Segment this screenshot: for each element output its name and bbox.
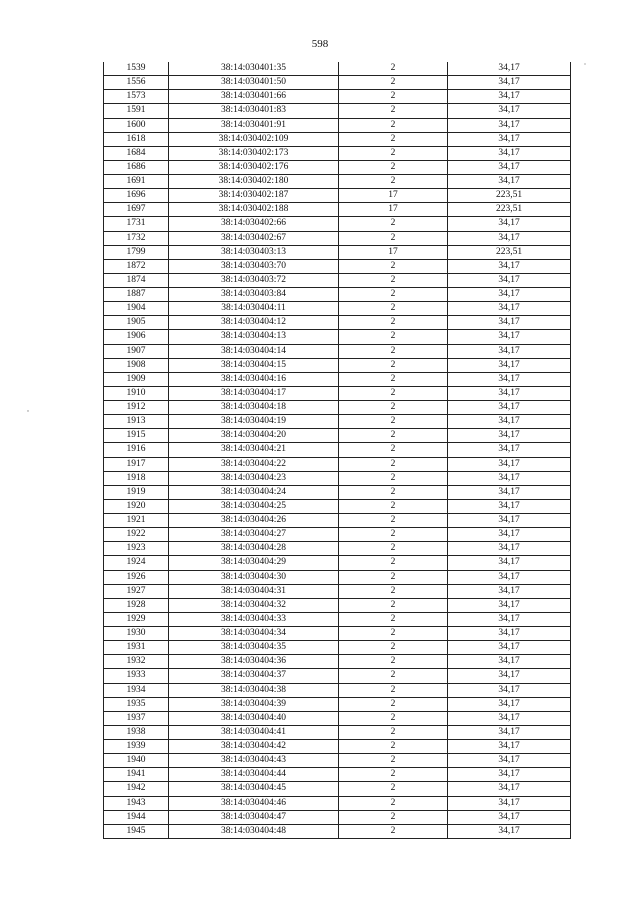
- table-row: [104, 542, 571, 556]
- table-row: [104, 175, 571, 189]
- row-number-cell: 1916: [104, 443, 169, 457]
- row-number-cell: 1941: [104, 768, 169, 782]
- row-number-cell: 1573: [104, 90, 169, 104]
- area-cell: 34,17: [448, 824, 571, 838]
- row-number-cell: 1930: [104, 627, 169, 641]
- area-cell: 34,17: [448, 401, 571, 415]
- area-cell: 34,17: [448, 796, 571, 810]
- share-count-cell: 2: [339, 146, 448, 160]
- row-number-cell: 1872: [104, 259, 169, 273]
- area-cell: 34,17: [448, 132, 571, 146]
- share-count-cell: 2: [339, 584, 448, 598]
- table-row: [104, 386, 571, 400]
- cadastral-number-cell: 38:14:030404:48: [169, 824, 339, 838]
- share-count-cell: 2: [339, 288, 448, 302]
- cadastral-number-cell: 38:14:030404:11: [169, 302, 339, 316]
- share-count-cell: 2: [339, 542, 448, 556]
- share-count-cell: 2: [339, 824, 448, 838]
- table-row: [104, 330, 571, 344]
- cadastral-number-cell: 38:14:030404:23: [169, 471, 339, 485]
- row-number-cell: 1942: [104, 782, 169, 796]
- cadastral-number-cell: 38:14:030403:84: [169, 288, 339, 302]
- row-number-cell: 1933: [104, 669, 169, 683]
- cadastral-number-cell: 38:14:030404:43: [169, 754, 339, 768]
- cadastral-number-cell: 38:14:030404:13: [169, 330, 339, 344]
- row-number-cell: 1686: [104, 160, 169, 174]
- area-cell: 34,17: [448, 542, 571, 556]
- area-cell: 34,17: [448, 641, 571, 655]
- cadastral-number-cell: 38:14:030404:36: [169, 655, 339, 669]
- area-cell: 34,17: [448, 768, 571, 782]
- cadastral-number-cell: 38:14:030404:32: [169, 598, 339, 612]
- cadastral-number-cell: 38:14:030402:173: [169, 146, 339, 160]
- area-cell: 34,17: [448, 330, 571, 344]
- cadastral-number-cell: 38:14:030404:34: [169, 627, 339, 641]
- row-number-cell: 1929: [104, 612, 169, 626]
- table-row: [104, 824, 571, 838]
- cadastral-number-cell: 38:14:030404:45: [169, 782, 339, 796]
- row-number-cell: 1938: [104, 725, 169, 739]
- share-count-cell: 2: [339, 62, 448, 76]
- table-row: [104, 584, 571, 598]
- row-number-cell: 1913: [104, 415, 169, 429]
- share-count-cell: 2: [339, 598, 448, 612]
- cadastral-number-cell: 38:14:030404:21: [169, 443, 339, 457]
- table-row: [104, 528, 571, 542]
- cadastral-number-cell: 38:14:030404:25: [169, 499, 339, 513]
- cadastral-number-cell: 38:14:030404:41: [169, 725, 339, 739]
- row-number-cell: 1934: [104, 683, 169, 697]
- share-count-cell: 2: [339, 740, 448, 754]
- share-count-cell: 2: [339, 372, 448, 386]
- area-cell: 34,17: [448, 485, 571, 499]
- share-count-cell: 2: [339, 669, 448, 683]
- share-count-cell: 2: [339, 683, 448, 697]
- table-row: [104, 118, 571, 132]
- area-cell: 223,51: [448, 245, 571, 259]
- share-count-cell: 2: [339, 612, 448, 626]
- table-row: [104, 627, 571, 641]
- table-row: [104, 90, 571, 104]
- area-cell: 34,17: [448, 655, 571, 669]
- cadastral-number-cell: 38:14:030404:24: [169, 485, 339, 499]
- table-row: [104, 711, 571, 725]
- share-count-cell: 2: [339, 302, 448, 316]
- cadastral-number-cell: 38:14:030402:176: [169, 160, 339, 174]
- share-count-cell: 2: [339, 782, 448, 796]
- table-row: [104, 697, 571, 711]
- share-count-cell: 17: [339, 189, 448, 203]
- cadastral-number-cell: 38:14:030403:70: [169, 259, 339, 273]
- area-cell: 34,17: [448, 556, 571, 570]
- cadastral-number-cell: 38:14:030404:37: [169, 669, 339, 683]
- share-count-cell: 2: [339, 217, 448, 231]
- area-cell: 34,17: [448, 273, 571, 287]
- area-cell: 34,17: [448, 570, 571, 584]
- share-count-cell: 17: [339, 245, 448, 259]
- table-row: [104, 598, 571, 612]
- row-number-cell: 1923: [104, 542, 169, 556]
- row-number-cell: 1732: [104, 231, 169, 245]
- table-row: [104, 302, 571, 316]
- row-number-cell: 1697: [104, 203, 169, 217]
- area-cell: 34,17: [448, 217, 571, 231]
- row-number-cell: 1910: [104, 386, 169, 400]
- cadastral-number-cell: 38:14:030404:38: [169, 683, 339, 697]
- cadastral-number-cell: 38:14:030404:22: [169, 457, 339, 471]
- row-number-cell: 1907: [104, 344, 169, 358]
- table-row: [104, 514, 571, 528]
- table-row: [104, 810, 571, 824]
- land-plot-table: [103, 62, 571, 839]
- area-cell: 34,17: [448, 358, 571, 372]
- row-number-cell: 1943: [104, 796, 169, 810]
- row-number-cell: 1906: [104, 330, 169, 344]
- area-cell: 34,17: [448, 443, 571, 457]
- area-cell: 34,17: [448, 160, 571, 174]
- row-number-cell: 1931: [104, 641, 169, 655]
- area-cell: 34,17: [448, 429, 571, 443]
- table-row: [104, 104, 571, 118]
- area-cell: 34,17: [448, 457, 571, 471]
- area-cell: 34,17: [448, 754, 571, 768]
- table-row: [104, 485, 571, 499]
- cadastral-number-cell: 38:14:030404:14: [169, 344, 339, 358]
- table-row: [104, 358, 571, 372]
- area-cell: 223,51: [448, 203, 571, 217]
- cadastral-number-cell: 38:14:030402:66: [169, 217, 339, 231]
- share-count-cell: 2: [339, 570, 448, 584]
- share-count-cell: 2: [339, 118, 448, 132]
- area-cell: 34,17: [448, 372, 571, 386]
- row-number-cell: 1539: [104, 62, 169, 76]
- share-count-cell: 2: [339, 76, 448, 90]
- row-number-cell: 1904: [104, 302, 169, 316]
- table-body: [104, 62, 571, 838]
- row-number-cell: 1920: [104, 499, 169, 513]
- share-count-cell: 2: [339, 471, 448, 485]
- cadastral-number-cell: 38:14:030404:15: [169, 358, 339, 372]
- share-count-cell: 2: [339, 556, 448, 570]
- cadastral-number-cell: 38:14:030404:33: [169, 612, 339, 626]
- row-number-cell: 1932: [104, 655, 169, 669]
- cadastral-number-cell: 38:14:030404:44: [169, 768, 339, 782]
- share-count-cell: 2: [339, 132, 448, 146]
- row-number-cell: 1924: [104, 556, 169, 570]
- share-count-cell: 2: [339, 90, 448, 104]
- area-cell: 34,17: [448, 612, 571, 626]
- cadastral-number-cell: 38:14:030404:20: [169, 429, 339, 443]
- share-count-cell: 2: [339, 175, 448, 189]
- cadastral-number-cell: 38:14:030404:30: [169, 570, 339, 584]
- area-cell: 34,17: [448, 76, 571, 90]
- table-row: [104, 641, 571, 655]
- table-row: [104, 62, 571, 76]
- row-number-cell: 1918: [104, 471, 169, 485]
- area-cell: 223,51: [448, 189, 571, 203]
- area-cell: 34,17: [448, 598, 571, 612]
- share-count-cell: 2: [339, 655, 448, 669]
- cadastral-number-cell: 38:14:030402:109: [169, 132, 339, 146]
- area-cell: 34,17: [448, 90, 571, 104]
- table-row: [104, 429, 571, 443]
- cadastral-number-cell: 38:14:030404:47: [169, 810, 339, 824]
- row-number-cell: 1912: [104, 401, 169, 415]
- area-cell: 34,17: [448, 316, 571, 330]
- row-number-cell: 1935: [104, 697, 169, 711]
- table-row: [104, 740, 571, 754]
- scan-speck: [27, 410, 28, 411]
- area-cell: 34,17: [448, 302, 571, 316]
- share-count-cell: 2: [339, 104, 448, 118]
- table-row: [104, 683, 571, 697]
- cadastral-number-cell: 38:14:030404:26: [169, 514, 339, 528]
- share-count-cell: 2: [339, 231, 448, 245]
- row-number-cell: 1945: [104, 824, 169, 838]
- cadastral-number-cell: 38:14:030404:17: [169, 386, 339, 400]
- cadastral-number-cell: 38:14:030404:19: [169, 415, 339, 429]
- table-row: [104, 316, 571, 330]
- row-number-cell: 1944: [104, 810, 169, 824]
- table-row: [104, 457, 571, 471]
- area-cell: 34,17: [448, 499, 571, 513]
- share-count-cell: 2: [339, 499, 448, 513]
- table-row: [104, 570, 571, 584]
- table-row: [104, 76, 571, 90]
- cadastral-number-cell: 38:14:030404:12: [169, 316, 339, 330]
- table-row: [104, 245, 571, 259]
- area-cell: 34,17: [448, 528, 571, 542]
- table-row: [104, 132, 571, 146]
- area-cell: 34,17: [448, 627, 571, 641]
- area-cell: 34,17: [448, 711, 571, 725]
- area-cell: 34,17: [448, 782, 571, 796]
- cadastral-number-cell: 38:14:030401:91: [169, 118, 339, 132]
- cadastral-number-cell: 38:14:030404:28: [169, 542, 339, 556]
- row-number-cell: 1926: [104, 570, 169, 584]
- row-number-cell: 1684: [104, 146, 169, 160]
- share-count-cell: 2: [339, 443, 448, 457]
- share-count-cell: 2: [339, 514, 448, 528]
- row-number-cell: 1618: [104, 132, 169, 146]
- area-cell: 34,17: [448, 288, 571, 302]
- row-number-cell: 1922: [104, 528, 169, 542]
- area-cell: 34,17: [448, 62, 571, 76]
- page-number: 598: [311, 38, 329, 50]
- cadastral-number-cell: 38:14:030404:18: [169, 401, 339, 415]
- cadastral-number-cell: 38:14:030403:72: [169, 273, 339, 287]
- share-count-cell: 2: [339, 358, 448, 372]
- row-number-cell: 1691: [104, 175, 169, 189]
- share-count-cell: 2: [339, 768, 448, 782]
- table-row: [104, 231, 571, 245]
- cadastral-number-cell: 38:14:030401:66: [169, 90, 339, 104]
- scan-speck: [584, 63, 585, 64]
- share-count-cell: 2: [339, 641, 448, 655]
- cadastral-number-cell: 38:14:030404:40: [169, 711, 339, 725]
- area-cell: 34,17: [448, 584, 571, 598]
- row-number-cell: 1928: [104, 598, 169, 612]
- area-cell: 34,17: [448, 415, 571, 429]
- table-row: [104, 401, 571, 415]
- row-number-cell: 1919: [104, 485, 169, 499]
- area-cell: 34,17: [448, 104, 571, 118]
- cadastral-number-cell: 38:14:030402:67: [169, 231, 339, 245]
- cadastral-number-cell: 38:14:030402:180: [169, 175, 339, 189]
- area-cell: 34,17: [448, 231, 571, 245]
- table-row: [104, 782, 571, 796]
- cadastral-number-cell: 38:14:030404:31: [169, 584, 339, 598]
- table-row: [104, 443, 571, 457]
- row-number-cell: 1915: [104, 429, 169, 443]
- area-cell: 34,17: [448, 669, 571, 683]
- row-number-cell: 1696: [104, 189, 169, 203]
- row-number-cell: 1905: [104, 316, 169, 330]
- table-row: [104, 725, 571, 739]
- table-row: [104, 415, 571, 429]
- table-row: [104, 273, 571, 287]
- table-row: [104, 669, 571, 683]
- row-number-cell: 1921: [104, 514, 169, 528]
- share-count-cell: 2: [339, 415, 448, 429]
- table-row: [104, 146, 571, 160]
- area-cell: 34,17: [448, 146, 571, 160]
- area-cell: 34,17: [448, 683, 571, 697]
- share-count-cell: 2: [339, 528, 448, 542]
- share-count-cell: 2: [339, 344, 448, 358]
- cadastral-number-cell: 38:14:030403:13: [169, 245, 339, 259]
- share-count-cell: 2: [339, 160, 448, 174]
- share-count-cell: 2: [339, 259, 448, 273]
- cadastral-number-cell: 38:14:030401:35: [169, 62, 339, 76]
- share-count-cell: 2: [339, 725, 448, 739]
- table-row: [104, 259, 571, 273]
- table-row: [104, 344, 571, 358]
- share-count-cell: 2: [339, 754, 448, 768]
- row-number-cell: 1874: [104, 273, 169, 287]
- share-count-cell: 17: [339, 203, 448, 217]
- row-number-cell: 1887: [104, 288, 169, 302]
- table-row: [104, 768, 571, 782]
- area-cell: 34,17: [448, 386, 571, 400]
- share-count-cell: 2: [339, 401, 448, 415]
- share-count-cell: 2: [339, 273, 448, 287]
- table-row: [104, 655, 571, 669]
- share-count-cell: 2: [339, 810, 448, 824]
- table-row: [104, 372, 571, 386]
- area-cell: 34,17: [448, 118, 571, 132]
- cadastral-number-cell: 38:14:030404:35: [169, 641, 339, 655]
- cadastral-number-cell: 38:14:030404:39: [169, 697, 339, 711]
- share-count-cell: 2: [339, 316, 448, 330]
- area-cell: 34,17: [448, 514, 571, 528]
- table-row: [104, 471, 571, 485]
- row-number-cell: 1591: [104, 104, 169, 118]
- row-number-cell: 1600: [104, 118, 169, 132]
- share-count-cell: 2: [339, 697, 448, 711]
- row-number-cell: 1940: [104, 754, 169, 768]
- share-count-cell: 2: [339, 627, 448, 641]
- table-row: [104, 612, 571, 626]
- cadastral-number-cell: 38:14:030404:46: [169, 796, 339, 810]
- share-count-cell: 2: [339, 485, 448, 499]
- area-cell: 34,17: [448, 471, 571, 485]
- table-row: [104, 796, 571, 810]
- share-count-cell: 2: [339, 796, 448, 810]
- area-cell: 34,17: [448, 810, 571, 824]
- area-cell: 34,17: [448, 344, 571, 358]
- cadastral-number-cell: 38:14:030404:16: [169, 372, 339, 386]
- row-number-cell: 1731: [104, 217, 169, 231]
- share-count-cell: 2: [339, 457, 448, 471]
- row-number-cell: 1556: [104, 76, 169, 90]
- table-row: [104, 160, 571, 174]
- table-row: [104, 556, 571, 570]
- area-cell: 34,17: [448, 175, 571, 189]
- cadastral-number-cell: 38:14:030404:42: [169, 740, 339, 754]
- table-row: [104, 203, 571, 217]
- row-number-cell: 1917: [104, 457, 169, 471]
- table-row: [104, 217, 571, 231]
- area-cell: 34,17: [448, 697, 571, 711]
- area-cell: 34,17: [448, 740, 571, 754]
- area-cell: 34,17: [448, 259, 571, 273]
- cadastral-number-cell: 38:14:030402:188: [169, 203, 339, 217]
- cadastral-number-cell: 38:14:030401:50: [169, 76, 339, 90]
- row-number-cell: 1908: [104, 358, 169, 372]
- row-number-cell: 1937: [104, 711, 169, 725]
- cadastral-number-cell: 38:14:030404:27: [169, 528, 339, 542]
- share-count-cell: 2: [339, 711, 448, 725]
- cadastral-number-cell: 38:14:030401:83: [169, 104, 339, 118]
- cadastral-number-cell: 38:14:030402:187: [169, 189, 339, 203]
- table-row: [104, 499, 571, 513]
- table-row: [104, 288, 571, 302]
- cadastral-number-cell: 38:14:030404:29: [169, 556, 339, 570]
- table-row: [104, 189, 571, 203]
- share-count-cell: 2: [339, 330, 448, 344]
- area-cell: 34,17: [448, 725, 571, 739]
- row-number-cell: 1939: [104, 740, 169, 754]
- row-number-cell: 1799: [104, 245, 169, 259]
- row-number-cell: 1927: [104, 584, 169, 598]
- table-row: [104, 754, 571, 768]
- share-count-cell: 2: [339, 429, 448, 443]
- row-number-cell: 1909: [104, 372, 169, 386]
- share-count-cell: 2: [339, 386, 448, 400]
